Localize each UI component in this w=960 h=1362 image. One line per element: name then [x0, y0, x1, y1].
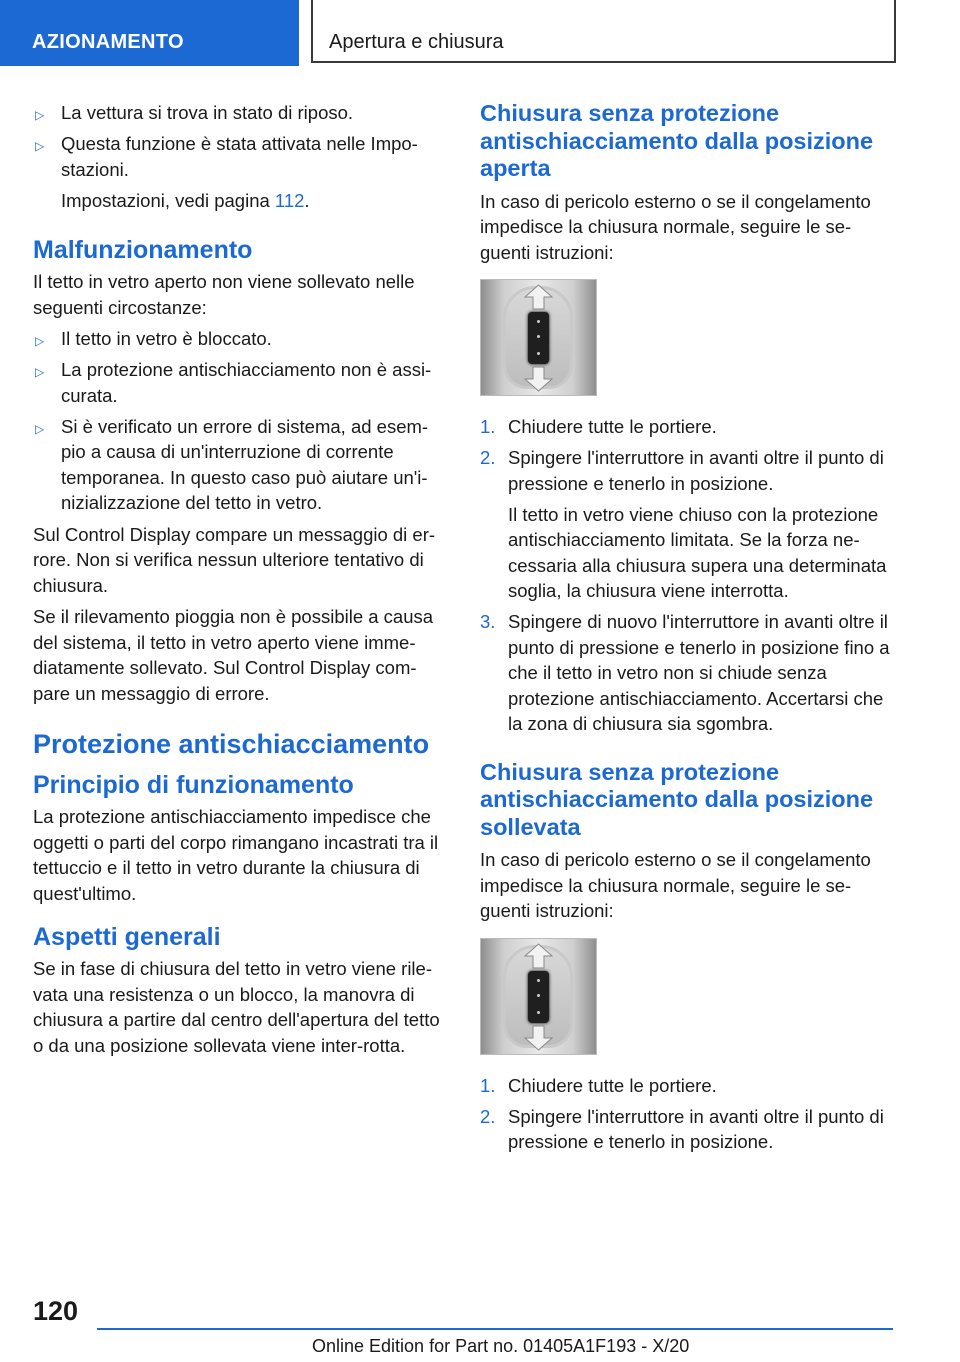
list-item: ▷ La protezione antischiacciamento non è assi-curata. — [35, 359, 432, 406]
triangle-bullet-icon: ▷ — [35, 139, 45, 153]
roof-switch-image — [480, 938, 597, 1055]
triangle-bullet-icon: ▷ — [35, 365, 45, 379]
page-number: 120 — [33, 1296, 79, 1326]
triangle-bullet-icon: ▷ — [35, 334, 45, 348]
chapter-title: Apertura e chiusura — [311, 0, 896, 63]
right-column — [480, 100, 898, 1161]
malfunction-heading: Malfunzionamento — [33, 236, 253, 264]
list-item: 2. Spingere l'interruttore in avanti oltre il punto di pressione e tenerlo in posizione. Il tetto in vetro viene chiuso con la protezione antischiacciamento limitata. Se la forza ne-cessaria alla chiusura supera una determinata soglia, la chiusura viene interrotta. — [480, 447, 887, 601]
footer-divider — [97, 1328, 893, 1330]
list-item: ▷ Si è verificato un errore di sistema, ad esem-pio a causa di un'interruzione di corrente temporanea. In questo caso può aiutare un'i-nizializzazione del tetto in vetro. — [35, 415, 429, 513]
arrow-up-icon — [524, 284, 553, 310]
page-header — [0, 0, 960, 66]
triangle-bullet-icon: ▷ — [35, 108, 45, 122]
roof-switch-knob — [528, 312, 549, 364]
malfunction-intro: Il tetto in vetro aperto non viene sollevato nelle seguenti circostanze: — [33, 271, 415, 318]
protection-heading: Protezione antischiacciamento — [33, 729, 430, 759]
list-item: 3. Spingere di nuovo l'interruttore in avanti oltre il punto di pressione e tenerlo in posizione fino a che il tetto in vetro non si chiude senza protezione antischiacciamento. Accertarsi che la zona di chiusura sia sgombra. — [480, 611, 890, 734]
general-text: Se in fase di chiusura del tetto in vetro viene rile-vata una resistenza o un blocco, la manovra di chiusura a partire dal centro dell'apertura del tetto o da una posizione sollevata viene inter-rotta. — [33, 958, 440, 1056]
arrow-down-icon — [524, 366, 553, 392]
raised-close-intro: In caso di pericolo esterno o se il congelamento impedisce la chiusura normale, seguire le se-guenti istruzioni: — [480, 849, 871, 921]
raised-close-heading: Chiusura senza protezione antischiacciamento dalla posizione sollevata — [480, 758, 874, 840]
roof-switch-image — [480, 279, 597, 396]
open-close-intro: In caso di pericolo esterno o se il congelamento impedisce la chiusura normale, seguire le se-guenti istruzioni: — [480, 190, 871, 263]
edition-text: Online Edition for Part no. 01405A1F193 - X/20 — [312, 1336, 690, 1356]
arrow-down-icon — [524, 1025, 553, 1051]
list-item: ▷ La vettura si trova in stato di riposo. — [33, 100, 451, 126]
list-item: 1. Chiudere tutte le portiere. — [480, 1074, 717, 1096]
page-reference: Impostazioni, vedi pagina 112. — [61, 189, 310, 211]
raised-close-steps — [480, 1073, 898, 1155]
page-link[interactable]: 112 — [274, 189, 305, 211]
list-item: ▷ Il tetto in vetro è bloccato. — [33, 326, 451, 352]
triangle-bullet-icon: ▷ — [35, 421, 45, 436]
malfunction-list — [33, 326, 451, 516]
open-close-heading: Chiusura senza protezione antischiacciamento dalla posizione aperta — [480, 100, 874, 181]
section-tab: AZIONAMENTO — [0, 0, 299, 66]
principle-text: La protezione antischiacciamento impedisce che oggetti o parti del corpo rimangano incastrati tra il tettuccio e il tetto in vetro durante la chiusura di quest'ultimo. — [33, 806, 439, 904]
arrow-up-icon — [524, 943, 553, 969]
list-item: 2. Spingere l'interruttore in avanti oltre il punto di pressione e tenerlo in posizione. — [480, 1105, 884, 1152]
roof-switch-knob — [528, 971, 549, 1023]
general-heading: Aspetti generali — [33, 923, 221, 951]
list-item: ▷ Questa funzione è stata attivata nelle Impo-stazioni. Impostazioni, vedi pagina 112. — [33, 131, 451, 213]
left-column — [33, 100, 451, 1064]
malfunction-paragraph-1: Sul Control Display compare un messaggio di er-rore. Non si verifica nessun ulteriore tentativo di chiusura. — [33, 523, 436, 596]
condition-list — [33, 100, 451, 213]
principle-heading: Principio di funzionamento — [33, 771, 354, 799]
list-item: 1. Chiudere tutte le portiere. — [480, 416, 717, 437]
open-close-steps — [480, 414, 898, 737]
malfunction-paragraph-2: Se il rilevamento pioggia non è possibile a causa del sistema, il tetto in vetro aperto viene imme-diatamente sollevato. Sul Control Display com-pare un messaggio di errore. — [33, 606, 434, 704]
